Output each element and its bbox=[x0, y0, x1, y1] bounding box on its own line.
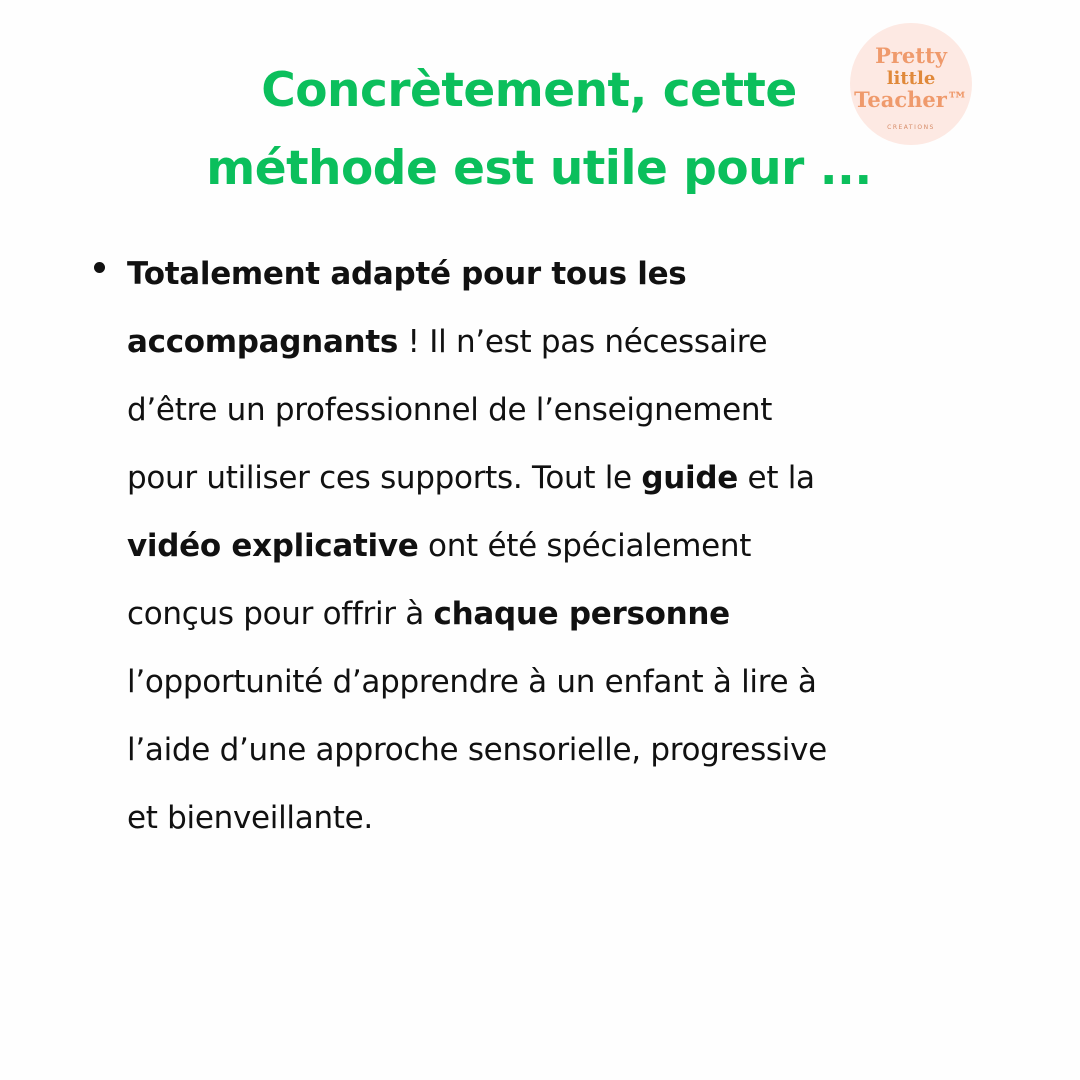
text: l’opportunité d’apprendre à un enfant à lire à bbox=[127, 664, 817, 700]
bold-text: guide bbox=[641, 460, 738, 496]
bold-text: vidéo explicative bbox=[127, 528, 419, 564]
bullet-dot-icon bbox=[94, 262, 105, 273]
text: d’être un professionnel de l’enseignement bbox=[127, 392, 773, 428]
text: conçus pour offrir à bbox=[127, 596, 434, 632]
text: et la bbox=[738, 460, 815, 496]
text: ! Il n’est pas nécessaire bbox=[398, 324, 768, 360]
text-line bbox=[127, 376, 827, 444]
text: ont été spécialement bbox=[418, 528, 752, 564]
text: l’aide d’une approche sensorielle, progressive bbox=[127, 732, 827, 768]
text: et bienveillante. bbox=[127, 800, 373, 836]
text-line bbox=[127, 512, 827, 580]
text-line bbox=[127, 648, 827, 716]
logo-text: CREATIONS bbox=[887, 124, 935, 131]
title-line-1: Concrètement, cette bbox=[261, 63, 797, 118]
text-line bbox=[127, 716, 827, 784]
title-line-2: méthode est utile pour ... bbox=[206, 141, 872, 196]
bold-text: accompagnants bbox=[127, 324, 398, 360]
bold-text: Totalement adapté pour tous les bbox=[127, 256, 687, 292]
text-line bbox=[127, 580, 827, 648]
pretty-little-teacher-logo bbox=[850, 23, 972, 145]
logo-text: Pretty bbox=[875, 43, 947, 68]
text: pour utiliser ces supports. Tout le bbox=[127, 460, 642, 496]
text-line bbox=[127, 784, 827, 852]
text-line bbox=[127, 444, 827, 512]
logo-text: Teacher™ bbox=[854, 87, 968, 112]
bullet-paragraph bbox=[127, 240, 827, 852]
bold-text: chaque personne bbox=[433, 596, 730, 632]
logo-text: little bbox=[886, 68, 936, 89]
text-line bbox=[127, 240, 827, 308]
text-line bbox=[127, 308, 827, 376]
